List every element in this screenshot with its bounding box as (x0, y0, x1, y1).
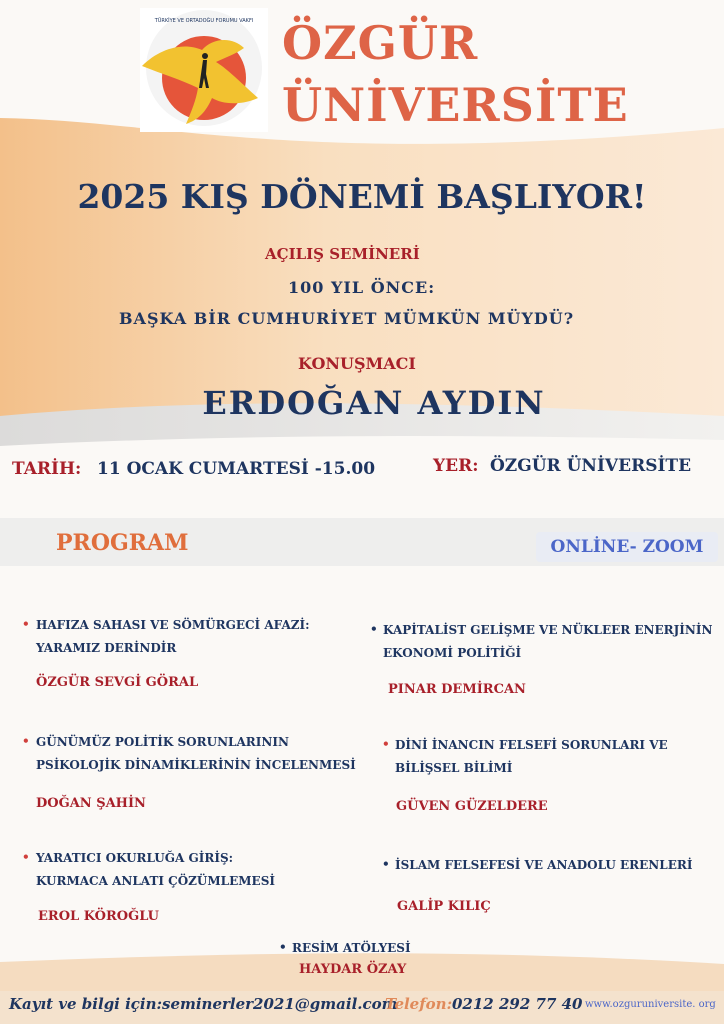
course-1-title-line2: YARAMIZ DERİNDİR (36, 641, 177, 655)
speaker-name: ERDOĞAN AYDIN (202, 384, 546, 422)
speaker-label: KONUŞMACI (298, 354, 416, 373)
phone-label: Telefon: (385, 995, 453, 1013)
logo-figure-head (202, 53, 208, 59)
bullet: • (382, 857, 390, 871)
bullet: • (370, 622, 378, 636)
bullet: • (279, 940, 287, 954)
course-5-speaker: EROL KÖROĞLU (38, 909, 159, 924)
bullet: • (22, 734, 30, 748)
bullet: • (22, 617, 30, 631)
bullet: • (22, 850, 30, 864)
register-label: Kayıt ve bilgi için: (9, 995, 163, 1013)
foundation-logo (140, 8, 268, 132)
date-label: TARİH: (12, 459, 82, 479)
logo-ring-text: TÜRKİYE VE ORTADOĞU FORUMU VAKFI (154, 18, 254, 24)
course-4-title-line2: BİLİŞSEL BİLİMİ (395, 761, 513, 775)
course-3-speaker: DOĞAN ŞAHİN (36, 796, 146, 811)
course-7-title-line1: RESİM ATÖLYESİ (292, 941, 411, 955)
course-5-title-line2: KURMACA ANLATI ÇÖZÜMLEMESİ (36, 874, 275, 888)
course-1-title-line1: HAFIZA SAHASI VE SÖMÜRGECİ AFAZİ: (36, 618, 310, 632)
place-label: YER: (433, 456, 479, 476)
course-3-title-line1: GÜNÜMÜZ POLİTİK SORUNLARININ (36, 735, 289, 749)
date-value: 11 OCAK CUMARTESİ -15.00 (97, 459, 376, 479)
phone-number[interactable]: 0212 292 77 40 (452, 995, 583, 1013)
email-link[interactable]: seminerler2021@gmail.com (162, 995, 398, 1013)
brand-title-line1: ÖZGÜR (282, 16, 479, 70)
course-2-speaker: PINAR DEMİRCAN (388, 682, 526, 697)
course-4-speaker: GÜVEN GÜZELDERE (396, 799, 548, 814)
course-2-title-line2: EKONOMİ POLİTİĞİ (383, 646, 522, 660)
seminar-topic-line1: 100 YIL ÖNCE: (288, 278, 436, 297)
opening-seminar-label: AÇILIŞ SEMİNERİ (265, 245, 420, 263)
place-value: ÖZGÜR ÜNİVERSİTE (490, 456, 692, 476)
course-6-speaker: GALİP KILIÇ (397, 899, 491, 914)
bullet: • (382, 737, 390, 751)
course-3-title-line2: PSİKOLOJİK DİNAMİKLERİNİN İNCELENMESİ (36, 758, 356, 772)
course-5-title-line1: YARATICI OKURLUĞA GİRİŞ: (36, 851, 234, 865)
course-4-title-line1: DİNİ İNANCIN FELSEFİ SORUNLARI VE (395, 738, 668, 752)
course-2-title-line1: KAPİTALİST GELİŞME VE NÜKLEER ENERJİNİN (383, 623, 713, 637)
course-6-title-line1: İSLAM FELSEFESİ VE ANADOLU ERENLERİ (395, 858, 693, 872)
program-title: PROGRAM (56, 530, 189, 556)
peach-band (0, 118, 724, 420)
course-1-speaker: ÖZGÜR SEVGİ GÖRAL (36, 675, 199, 690)
headline: 2025 KIŞ DÖNEMİ BAŞLIYOR! (77, 177, 647, 216)
brand-title-line2: ÜNİVERSİTE (282, 78, 629, 132)
online-zoom-badge: ONLİNE- ZOOM (536, 532, 718, 562)
website-link[interactable]: www.ozguruniversite. org (585, 999, 716, 1010)
course-7-speaker: HAYDAR ÖZAY (299, 962, 407, 977)
seminar-topic-line2: BAŞKA BİR CUMHURİYET MÜMKÜN MÜYDÜ? (119, 309, 575, 328)
